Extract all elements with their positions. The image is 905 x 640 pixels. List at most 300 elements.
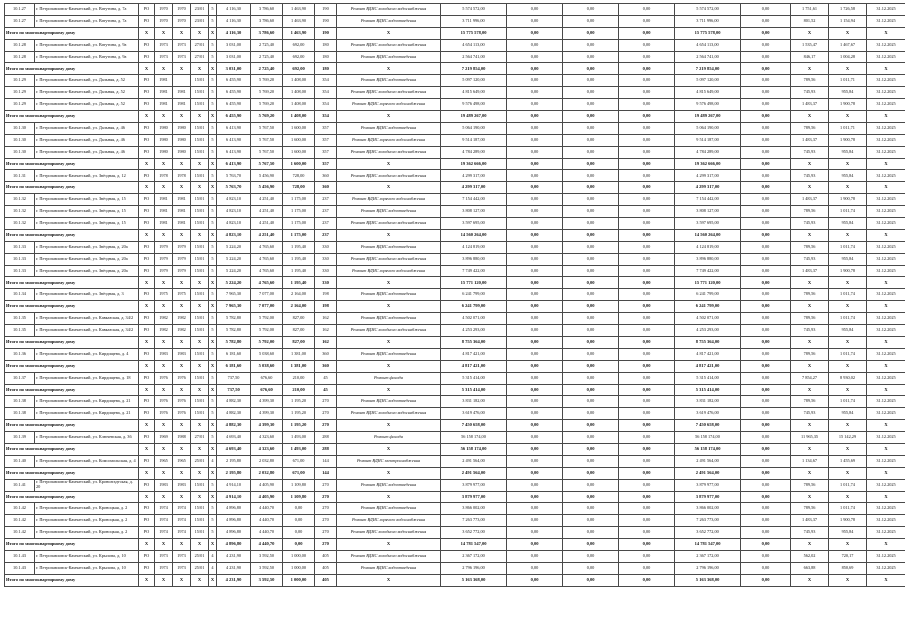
value-cell: 5 574 572,00 [441, 4, 507, 16]
value-cell: 5 [209, 515, 217, 527]
value-cell: 955,84 [829, 87, 867, 99]
value-cell: 3 592,50 [251, 562, 283, 574]
value-cell: 0,00 [507, 420, 563, 432]
value-cell: РО [139, 408, 155, 420]
value-cell: 0,00 [741, 75, 791, 87]
value-cell: Х [337, 301, 441, 313]
value-cell: 0,00 [283, 503, 315, 515]
work-type-cell: Ремонт ВДИС холодного водоснабжения [337, 253, 441, 265]
total-label: Итого по многоквартирному дому [5, 301, 139, 313]
value-cell: 5 224,20 [217, 277, 251, 289]
value-cell: 1 900,78 [829, 194, 867, 206]
work-type-cell: Ремонт ВДИС холодного водоснабжения [337, 408, 441, 420]
house-total-row [5, 384, 905, 396]
value-cell: 0,00 [507, 146, 563, 158]
value-cell: 1 483,37 [791, 265, 829, 277]
value-cell: Х [155, 301, 173, 313]
value-cell: 1 175,00 [283, 229, 315, 241]
value-cell: Х [791, 491, 829, 503]
value-cell: 955,84 [829, 408, 867, 420]
value-cell: 0,00 [507, 455, 563, 467]
value-cell: 745,93 [791, 253, 829, 265]
total-label: Итого по многоквартирному дому [5, 360, 139, 372]
value-cell: 5 [209, 99, 217, 111]
value-cell: 0,00 [741, 253, 791, 265]
value-cell: 15/01 [191, 313, 209, 325]
value-cell: 270 [315, 491, 337, 503]
address-cell: г. Петропавловск-Камчатский, ул. Кавказская, д. 34/2 [35, 325, 139, 337]
value-cell: 0,00 [563, 194, 619, 206]
value-cell: 0,00 [507, 75, 563, 87]
value-cell: 1970 [155, 15, 173, 27]
work-row [5, 39, 905, 51]
value-cell: 0,00 [741, 63, 791, 75]
value-cell: 10.1.42 [5, 503, 35, 515]
value-cell: 0,00 [741, 301, 791, 313]
value-cell: 1973 [173, 562, 191, 574]
value-cell: 3 711 996,00 [675, 15, 741, 27]
work-row [5, 75, 905, 87]
work-row [5, 515, 905, 527]
value-cell: Х [155, 574, 173, 586]
value-cell: 0,00 [507, 562, 563, 574]
value-cell: 3 808 127,00 [441, 206, 507, 218]
value-cell: 5 [209, 134, 217, 146]
value-cell: 1970 [155, 4, 173, 16]
value-cell: 4 693,40 [217, 443, 251, 455]
value-cell: Х [155, 277, 173, 289]
value-cell: 0,00 [619, 241, 675, 253]
value-cell: 0,00 [619, 194, 675, 206]
value-cell: 5 224,20 [217, 265, 251, 277]
value-cell: 1 493,00 [283, 432, 315, 444]
value-cell: 789,56 [791, 503, 829, 515]
value-cell: Х [867, 360, 905, 372]
value-cell: 0,00 [619, 87, 675, 99]
value-cell: 14 560 264,00 [675, 229, 741, 241]
value-cell: 1981 [155, 99, 173, 111]
value-cell: 0,00 [563, 206, 619, 218]
value-cell: 0,00 [741, 229, 791, 241]
value-cell: 0,00 [563, 253, 619, 265]
value-cell: Х [191, 63, 209, 75]
value-cell: Х [791, 301, 829, 313]
value-cell: 288 [315, 443, 337, 455]
value-cell: 1981 [173, 87, 191, 99]
value-cell: 0,00 [563, 15, 619, 27]
value-cell: 15/01 [191, 408, 209, 420]
value-cell: 0,00 [507, 336, 563, 348]
value-cell: 5 [209, 122, 217, 134]
value-cell: 789,56 [791, 206, 829, 218]
value-cell: 0,00 [563, 277, 619, 289]
value-cell: 0,00 [563, 455, 619, 467]
value-cell: 1 011,74 [829, 348, 867, 360]
value-cell: 4 124 819,00 [675, 241, 741, 253]
value-cell: 190 [315, 15, 337, 27]
value-cell: 7 450 658,00 [675, 420, 741, 432]
value-cell: 3 619 476,00 [675, 408, 741, 420]
value-cell: 31.12.2025 [867, 39, 905, 51]
value-cell: 4 299 317,00 [441, 170, 507, 182]
value-cell: 0,00 [563, 372, 619, 384]
value-cell: Х [191, 420, 209, 432]
total-label: Итого по многоквартирному дому [5, 229, 139, 241]
value-cell: 6 455,90 [217, 111, 251, 123]
value-cell: 0,00 [507, 15, 563, 27]
value-cell: 15/01 [191, 372, 209, 384]
value-cell: 0,00 [619, 348, 675, 360]
work-type-cell: Ремонт ВДИС водоотведения [337, 206, 441, 218]
value-cell: 0,00 [507, 241, 563, 253]
value-cell: Х [209, 111, 217, 123]
value-cell: 1979 [155, 265, 173, 277]
value-cell: 0,00 [619, 27, 675, 39]
house-total-row [5, 182, 905, 194]
value-cell: 27/01 [191, 39, 209, 51]
value-cell: 4 [209, 550, 217, 562]
value-cell: 5 315 414,00 [441, 384, 507, 396]
value-cell: 4 116,30 [217, 27, 251, 39]
value-cell: Х [155, 443, 173, 455]
value-cell: 0,00 [563, 170, 619, 182]
value-cell: РО [139, 170, 155, 182]
value-cell: 4 299 317,00 [441, 182, 507, 194]
value-cell: 5 064 190,00 [441, 122, 507, 134]
value-cell: 7 965,30 [217, 289, 251, 301]
value-cell: Х [829, 111, 867, 123]
value-cell: 210,00 [283, 384, 315, 396]
address-cell: г. Петропавловск-Камчатский, ул. Звёздная, д. 20а [35, 265, 139, 277]
value-cell: 789,56 [791, 241, 829, 253]
value-cell: Х [209, 158, 217, 170]
value-cell: Х [209, 27, 217, 39]
value-cell: Х [209, 539, 217, 551]
value-cell: 4 882,30 [217, 408, 251, 420]
value-cell: 31.12.2025 [867, 325, 905, 337]
value-cell: 31.12.2025 [867, 479, 905, 491]
value-cell: 3 652 772,00 [675, 527, 741, 539]
value-cell: 3 831 182,00 [441, 396, 507, 408]
value-cell: 7 965,30 [217, 301, 251, 313]
total-label: Итого по многоквартирному дому [5, 574, 139, 586]
value-cell: 0,00 [741, 134, 791, 146]
value-cell: 5 [209, 75, 217, 87]
value-cell: 10.1.34 [5, 289, 35, 301]
value-cell: 0,00 [283, 527, 315, 539]
work-type-cell: Ремонт фасада [337, 432, 441, 444]
value-cell: 0,00 [741, 527, 791, 539]
value-cell: 0,00 [563, 27, 619, 39]
value-cell: 27/01 [191, 432, 209, 444]
value-cell: 4 896,80 [217, 527, 251, 539]
value-cell: 0,00 [619, 360, 675, 372]
value-cell: 4 399,30 [251, 396, 283, 408]
value-cell: Х [867, 63, 905, 75]
value-cell: 5 038,60 [251, 348, 283, 360]
value-cell: 15/01 [191, 325, 209, 337]
value-cell: 5 [209, 146, 217, 158]
value-cell: 1983 [155, 479, 173, 491]
value-cell: Х [829, 384, 867, 396]
value-cell: 5 [209, 325, 217, 337]
value-cell: 0,00 [619, 479, 675, 491]
value-cell: 1 011,74 [829, 289, 867, 301]
value-cell: 0,00 [619, 408, 675, 420]
value-cell: 3 652 772,00 [441, 527, 507, 539]
value-cell: Х [867, 539, 905, 551]
value-cell: 5 315 414,00 [441, 372, 507, 384]
value-cell: 0,00 [563, 229, 619, 241]
address-cell: г. Петропавловск-Камчатский, ул. Ключевская, д. 36 [35, 432, 139, 444]
value-cell: 10.1.33 [5, 241, 35, 253]
work-row [5, 348, 905, 360]
value-cell: 3 619 476,00 [441, 408, 507, 420]
value-cell: 0,00 [507, 372, 563, 384]
value-cell: 2 195,80 [217, 467, 251, 479]
value-cell: 0,00 [619, 515, 675, 527]
work-row [5, 372, 905, 384]
value-cell: 3 866 002,00 [675, 503, 741, 515]
value-cell: 7 154 442,00 [441, 194, 507, 206]
value-cell: 31.12.2025 [867, 218, 905, 230]
value-cell: 5 769,20 [251, 111, 283, 123]
value-cell: 0,00 [283, 515, 315, 527]
value-cell: 745,93 [791, 325, 829, 337]
value-cell: Х [139, 111, 155, 123]
value-cell: 0,00 [619, 289, 675, 301]
value-cell: 1976 [155, 372, 173, 384]
value-cell: 0,00 [283, 539, 315, 551]
value-cell: 0,00 [507, 503, 563, 515]
value-cell: Х [173, 63, 191, 75]
value-cell: 1979 [173, 265, 191, 277]
value-cell: 1974 [155, 527, 173, 539]
value-cell: 4 823,10 [217, 194, 251, 206]
value-cell: 0,00 [741, 562, 791, 574]
house-total-row [5, 301, 905, 313]
value-cell: Х [191, 277, 209, 289]
total-label: Итого по многоквартирному дому [5, 111, 139, 123]
value-cell: 0,00 [741, 384, 791, 396]
value-cell: 1 408,00 [283, 87, 315, 99]
work-type-cell: Ремонт ВДИС холодного водоснабжения [337, 87, 441, 99]
value-cell: 0,00 [563, 503, 619, 515]
value-cell: Х [829, 158, 867, 170]
value-cell: 354 [315, 75, 337, 87]
value-cell: 4 654 113,00 [441, 39, 507, 51]
value-cell: Х [829, 420, 867, 432]
value-cell: Х [209, 301, 217, 313]
work-type-cell: Ремонт ВДИС водоотведения [337, 313, 441, 325]
value-cell: 10.1.41 [5, 479, 35, 491]
value-cell: 0,00 [563, 63, 619, 75]
value-cell: 0,00 [563, 182, 619, 194]
value-cell: 789,56 [791, 479, 829, 491]
value-cell: 4 253 293,00 [675, 325, 741, 337]
value-cell: 7 154 442,00 [675, 194, 741, 206]
value-cell: 1 000,00 [283, 550, 315, 562]
value-cell: 0,00 [619, 63, 675, 75]
work-type-cell: Ремонт ВДИС холодного водоснабжения [337, 4, 441, 16]
value-cell: 0,00 [563, 158, 619, 170]
house-total-row [5, 574, 905, 586]
value-cell: 5 [209, 15, 217, 27]
value-cell: 1980 [173, 146, 191, 158]
value-cell: 5 163 368,00 [441, 574, 507, 586]
value-cell: 1974 [155, 515, 173, 527]
value-cell: Х [867, 27, 905, 39]
value-cell: 4 251,40 [251, 194, 283, 206]
value-cell: 4 896,80 [217, 515, 251, 527]
value-cell: 1 751,61 [791, 4, 829, 16]
house-total-row [5, 277, 905, 289]
value-cell: 0,00 [741, 39, 791, 51]
value-cell: 15/01 [191, 206, 209, 218]
value-cell: Х [791, 111, 829, 123]
value-cell: РО [139, 206, 155, 218]
value-cell: Х [791, 574, 829, 586]
value-cell: Х [139, 491, 155, 503]
value-cell: 5 [209, 265, 217, 277]
value-cell: Х [173, 491, 191, 503]
value-cell: 0,00 [741, 420, 791, 432]
value-cell: 31.12.2025 [867, 348, 905, 360]
value-cell: Х [791, 360, 829, 372]
value-cell: 0,00 [507, 99, 563, 111]
value-cell: 1 483,37 [791, 515, 829, 527]
value-cell: 5 456,90 [251, 182, 283, 194]
value-cell: 4 251,40 [251, 206, 283, 218]
value-cell: Х [139, 63, 155, 75]
value-cell: 0,00 [563, 51, 619, 63]
value-cell: 1979 [155, 241, 173, 253]
work-row [5, 122, 905, 134]
value-cell: 789,56 [791, 289, 829, 301]
value-cell: 2 725,40 [251, 39, 283, 51]
value-cell: 5 [209, 218, 217, 230]
value-cell: 3 879 977,00 [675, 491, 741, 503]
value-cell: 15/01 [191, 218, 209, 230]
work-row [5, 4, 905, 16]
value-cell: 1965 [173, 455, 191, 467]
address-cell: г. Петропавловск-Камчатский, ул. Кирдищева, д. 21 [35, 408, 139, 420]
value-cell: 4 784 289,00 [675, 146, 741, 158]
value-cell: Х [155, 111, 173, 123]
value-cell: 6 413,90 [217, 122, 251, 134]
value-cell: 31.12.2025 [867, 99, 905, 111]
house-total-row [5, 539, 905, 551]
value-cell: 0,00 [563, 396, 619, 408]
value-cell: 4 765,60 [251, 253, 283, 265]
value-cell: Х [791, 182, 829, 194]
value-cell: 676,60 [251, 372, 283, 384]
value-cell: 0,00 [507, 27, 563, 39]
value-cell: Х [337, 182, 441, 194]
value-cell: 1 381,00 [283, 348, 315, 360]
value-cell: Х [191, 574, 209, 586]
value-cell: Х [791, 158, 829, 170]
value-cell: РО [139, 313, 155, 325]
value-cell: 270 [315, 515, 337, 527]
value-cell: 9 576 498,00 [441, 99, 507, 111]
value-cell: 405 [315, 562, 337, 574]
value-cell: 237 [315, 229, 337, 241]
value-cell: 5 [209, 194, 217, 206]
value-cell: 4 251,40 [251, 229, 283, 241]
value-cell: 0,00 [741, 467, 791, 479]
value-cell: 0,00 [507, 170, 563, 182]
work-type-cell: Ремонт ВДИС водоотведения [337, 51, 441, 63]
value-cell: 14 781 547,00 [675, 539, 741, 551]
value-cell: Х [867, 384, 905, 396]
value-cell: 270 [315, 503, 337, 515]
value-cell: Х [139, 574, 155, 586]
value-cell: 4 231,90 [217, 550, 251, 562]
value-cell: 745,93 [791, 87, 829, 99]
value-cell: 2 564 741,00 [441, 51, 507, 63]
value-cell: 1 195,20 [283, 420, 315, 432]
value-cell: 728,00 [283, 182, 315, 194]
value-cell: РО [139, 325, 155, 337]
value-cell: 2 725,40 [251, 51, 283, 63]
value-cell: РО [139, 99, 155, 111]
value-cell: 1 408,00 [283, 99, 315, 111]
value-cell: 5 792,00 [251, 313, 283, 325]
value-cell: 5 064 190,00 [675, 122, 741, 134]
value-cell: 5 [209, 479, 217, 491]
value-cell: 4 823,10 [217, 229, 251, 241]
value-cell: 671,00 [283, 455, 315, 467]
value-cell: 0,00 [507, 479, 563, 491]
value-cell: Х [867, 574, 905, 586]
value-cell: Х [867, 491, 905, 503]
value-cell: Х [209, 336, 217, 348]
value-cell: 7 450 658,00 [441, 420, 507, 432]
value-cell: 1 195,40 [283, 241, 315, 253]
value-cell: 0,00 [619, 491, 675, 503]
value-cell: 360 [315, 360, 337, 372]
value-cell: РО [139, 515, 155, 527]
value-cell: Х [829, 229, 867, 241]
value-cell: Х [173, 27, 191, 39]
value-cell: 0,00 [619, 301, 675, 313]
value-cell: 15/01 [191, 146, 209, 158]
value-cell: РО [139, 122, 155, 134]
value-cell: 6 181,60 [217, 360, 251, 372]
value-cell: 330 [315, 277, 337, 289]
value-cell: 0,00 [563, 122, 619, 134]
value-cell: 19 362 666,00 [441, 158, 507, 170]
value-cell: 827,00 [283, 313, 315, 325]
value-cell: 19 362 666,00 [675, 158, 741, 170]
value-cell: 0,00 [507, 325, 563, 337]
value-cell: 955,84 [829, 146, 867, 158]
value-cell: 4 765,60 [251, 277, 283, 289]
value-cell: 1981 [173, 194, 191, 206]
value-cell: Х [337, 420, 441, 432]
value-cell: 0,00 [563, 75, 619, 87]
value-cell: 45 [315, 384, 337, 396]
address-cell: г. Петропавловск-Камчатский, ул. Дальняя, д. 46 [35, 134, 139, 146]
value-cell: 5 769,20 [251, 75, 283, 87]
value-cell: 6 241 799,00 [675, 289, 741, 301]
value-cell: 1982 [155, 325, 173, 337]
value-cell: 1 381,00 [283, 360, 315, 372]
value-cell: 6 181,60 [217, 348, 251, 360]
value-cell: 0,00 [563, 420, 619, 432]
value-cell: Х [191, 491, 209, 503]
